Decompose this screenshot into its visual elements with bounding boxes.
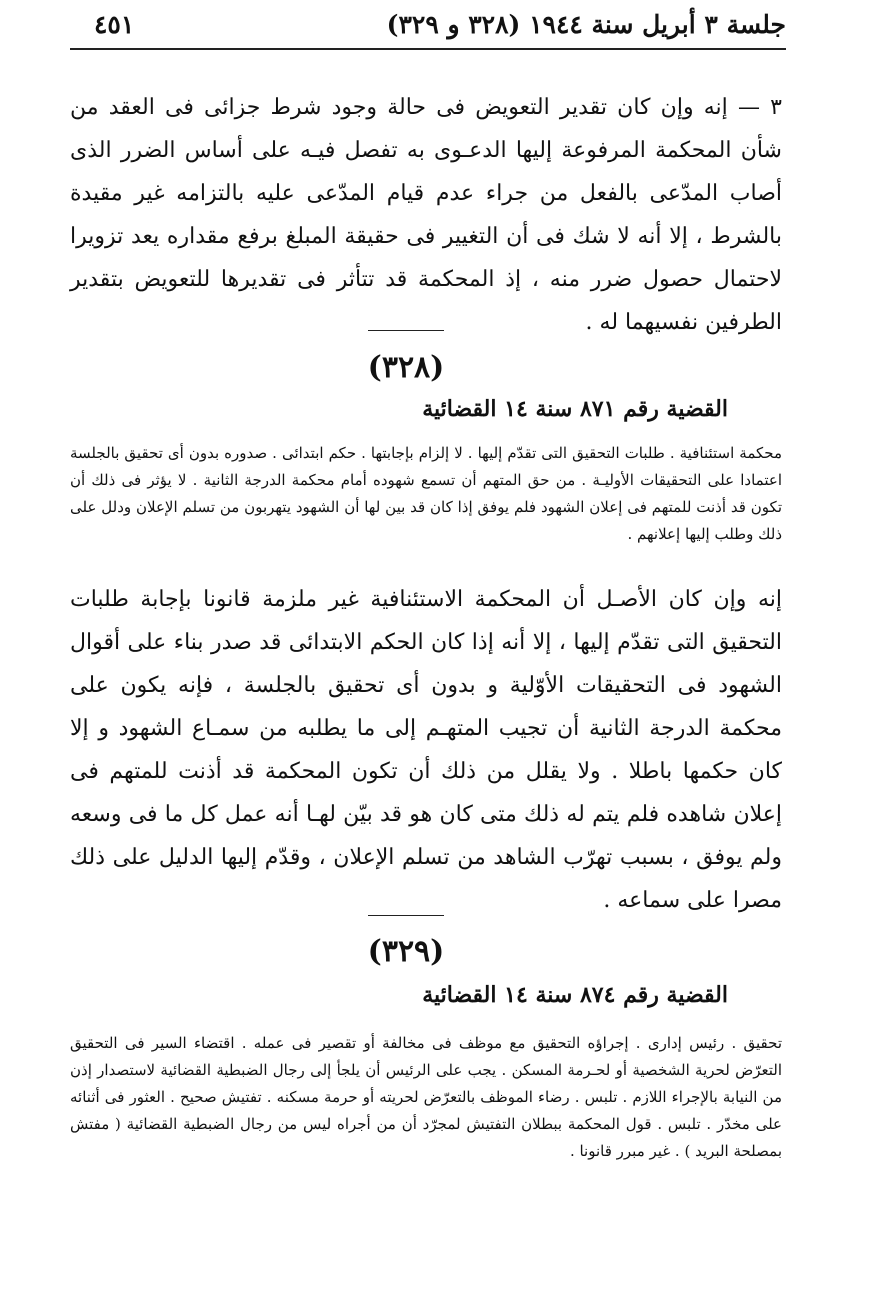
header-title: جلسة ٣ أبريل سنة ١٩٤٤ (٣٢٨ و ٣٢٩) bbox=[386, 10, 786, 39]
section-divider bbox=[368, 330, 444, 331]
case-summary-328: محكمة استئنافية . طلبات التحقيق التى تقدّم إليها . لا إلزام بإجابتها . حكم ابتدائى . صدوره بدون أى تحقيق بالجلسة اعتمادا على التحقيقات الأوليـة . من حق المتهم أن تسمع شهوده أمام محكمة الدرجة الثانية . لا يؤثر فى ذلك أن تكون قد أذنت للمتهم فى إعلان الشهود فلم يوفق إذا كان قد بين لها أن الشهود يتهربون من تسلم الإعلان ودلل على ذلك وطلب إليها إعلانهم . bbox=[70, 444, 782, 543]
page-number: ٤٥١ bbox=[94, 10, 135, 39]
header-divider bbox=[70, 48, 786, 50]
running-header bbox=[70, 10, 786, 44]
case-title-329: القضية رقم ٨٧٤ سنة ١٤ القضائية bbox=[422, 982, 728, 1008]
case-number-329: (٣٢٩) bbox=[367, 934, 445, 969]
case-number-328: (٣٢٨) bbox=[367, 350, 445, 385]
case-summary-329: تحقيق . رئيس إدارى . إجراؤه التحقيق مع موظف فى مخالفة أو تقصير فى عمله . اقتضاء السير فى التحقيق التعرّض لحرية الشخصية أو لحـرمة المسكن . يجب على الرئيس أن يلجأ إلى رجال الضبطية القضائية لاستصدار إذن من النيابة بالإجراء اللازم . تلبس . رضاء الموظف بالتعرّض لحريته أو حرمة مسكنه . تفتيش صحيح . العثور فى أثنائه على مخدّر . تلبس . قول المحكمة ببطلان التفتيش لمجرّد أن من أجراه ليس من رجال الضبطية القضائية ( مفتش بمصلحة البريد ) . غير مبرر قانونا . bbox=[70, 1034, 782, 1160]
intro-paragraph: ٣ — إنه وإن كان تقدير التعويض فى حالة وجود شرط جزائى فى العقد من شأن المحكمة المرفوعة إليها الدعـوى به تفصل فيـه على أساس الضرر الذى أصاب المدّعى بالفعل من جراء عدم قيام المدّعى عليه بالتزامه غير مقيدة بالشرط ، إلا أنه لا شك فى أن التغيير فى حقيقة المبلغ برفع مقداره يعد تزويرا لاحتمال حصول ضرر منه ، إذ المحكمة قد تتأثر فى تقديرها للتعويض بتقدير الطرفين نفسيهما له . bbox=[70, 95, 782, 335]
case-title-328: القضية رقم ٨٧١ سنة ١٤ القضائية bbox=[422, 396, 728, 422]
document-page bbox=[70, 0, 786, 1299]
case-ruling-328: إنه وإن كان الأصـل أن المحكمة الاستئنافية غير ملزمة قانونا بإجابة طلبات التحقيق التى تقدّم إليها ، إلا أنه إذا كان الحكم الابتدائى قد صدر بناء على أقوال الشهود فى التحقيقات الأوّلية و بدون أى تحقيق بالجلسة ، فإنه يكون على محكمة الدرجة الثانية أن تجيب المتهـم إلى ما يطلبه من سمـاع الشهود و إلا كان حكمها باطلا . ولا يقلل من ذلك أن تكون المحكمة قد أذنت للمتهم فى إعلان شاهده فلم يتم له ذلك متى كان هو قد بيّن لهـا أنه عمل كل ما فى وسعه ولم يوفق ، بسبب تهرّب الشاهد من تسلم الإعلان ، وقدّم إليها الدليل على ذلك مصرا على سماعه . bbox=[70, 587, 782, 913]
section-divider bbox=[368, 915, 444, 916]
